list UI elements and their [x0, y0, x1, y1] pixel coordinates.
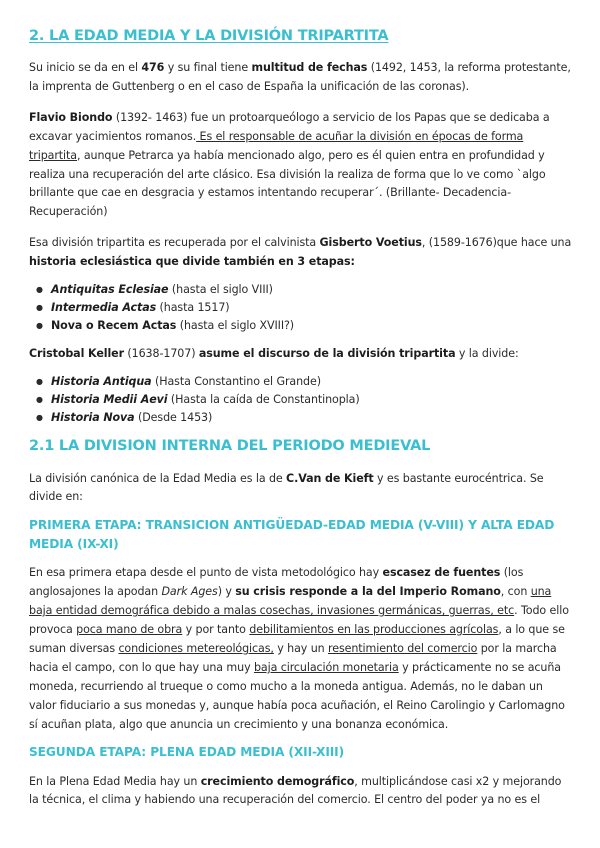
bold-text: su crisis responde a la del Imperio Romano — [235, 585, 501, 599]
heading-edad-media: 2. LA EDAD MEDIA Y LA DIVISIÓN TRIPARTITA — [29, 28, 389, 44]
list-item — [51, 317, 572, 335]
text: Su inicio se da en el — [29, 61, 142, 74]
text: (1492, 1453, la reforma protestante, la imprenta de Guttenberg o en el caso de España la unificación de las coronas). — [29, 61, 571, 93]
text: por la marcha hacia el campo, con lo que hay una muy — [29, 641, 557, 674]
list-item — [51, 373, 572, 391]
list-item — [51, 409, 572, 427]
text: (los anglosajones la apodan — [29, 566, 524, 599]
text: (Hasta la caída de Constantinopla) — [167, 393, 360, 407]
italic-text: Dark Ages — [161, 585, 218, 599]
text: , multiplicándose casi x2 y mejorando la técnica, el clima y habiendo una recuperación del comercio. El centro del poder ya no es el — [29, 774, 562, 807]
bold-italic-text: Historia Nova — [51, 411, 135, 425]
text: ) y — [217, 585, 236, 599]
bold-italic-text: Intermedia Actas — [51, 301, 157, 315]
heading-primera-etapa: PRIMERA ETAPA: TRANSICION ANTIGÜEDAD-EDAD MEDIA (V-VIII) Y ALTA EDAD MEDIA (IX-XI) — [29, 518, 555, 552]
heading-division-interna: 2.1 LA DIVISION INTERNA DEL PERIODO MEDIEVAL — [29, 437, 431, 454]
bold-italic-text: Antiquitas Eclesiae — [51, 283, 169, 297]
underlined-text: condiciones metereológicas, — [118, 641, 274, 655]
underlined-text: resentimiento del comercio — [328, 641, 478, 655]
bold-text: Cristobal Keller — [29, 347, 124, 361]
bold-text: Gisberto Voetius — [319, 236, 422, 250]
text: y prácticamente no se acuña moneda, recurriendo al trueque o como mucho a la moneda antigua. Además, no le daban un valor fiduciario a sus monedas y, aunque había poca acuñación, el Reino Carolingio y Carlomagno sí acuñan plata, algo que anuncia un crecimiento y una bonanza económica. — [29, 660, 565, 731]
text: (hasta el siglo XVIII?) — [176, 319, 295, 333]
list-voetius-etapas — [29, 281, 572, 335]
heading-segunda-etapa: SEGUNDA ETAPA: PLENA EDAD MEDIA (XII-XIII) — [29, 744, 345, 759]
text: , aunque Petrarca ya había mencionado algo, pero es él quien entra en profundidad y realiza una recuperación del arte clásico. Esa división la realiza de forma que lo ve como `algo brillante que cae en desgracia y estamos intentando recuperar´. (Brillante- Decadencia- Recuperación) — [29, 148, 546, 219]
underlined-text: baja circulación monetaria — [253, 660, 399, 674]
text: (1638-1707) — [123, 347, 199, 361]
bold-text: historia eclesiástica que divide también en 3 etapas: — [29, 255, 355, 269]
text: , con — [500, 585, 531, 599]
text: y por tanto — [182, 623, 250, 637]
bold-text: Flavio Biondo — [29, 110, 113, 124]
bold-italic-text: Historia Antiqua — [51, 375, 152, 389]
text: La división canónica de la Edad Media es la de — [29, 471, 287, 485]
bold-text: escasez de fuentes — [382, 566, 501, 580]
bold-text: multitud de fechas — [251, 61, 368, 74]
list-keller-etapas — [29, 373, 572, 427]
underlined-text: Es el responsable de acuñar la división en épocas de forma tripartita — [29, 129, 524, 162]
list-item — [51, 299, 572, 317]
paragraph-keller — [29, 345, 572, 364]
text: (hasta el siglo VIII) — [168, 283, 273, 297]
bold-text: 476 — [141, 61, 165, 74]
text: y es bastante eurocéntrica. Se divide en: — [29, 471, 544, 504]
text: . Todo ello provoca — [29, 604, 569, 637]
text: , a lo que se suman diversas — [29, 623, 565, 655]
text: Esa división tripartita es recuperada por el calvinista — [29, 236, 320, 250]
text: (1392- 1463) fue un protoarqueólogo a servicio de los Papas que se dedicaba a excavar yacimientos romanos. — [29, 110, 550, 143]
paragraph-primera-etapa — [29, 564, 572, 734]
text: En esa primera etapa desde el punto de vista metodológico hay — [29, 566, 383, 580]
bold-italic-text: Historia Medii Aevi — [51, 393, 168, 407]
list-item — [51, 391, 572, 409]
paragraph-flavio-biondo — [29, 109, 572, 222]
list-item — [51, 281, 572, 299]
paragraph-van-de-kieft — [29, 470, 572, 508]
text: En la Plena Edad Media hay un — [29, 774, 201, 788]
text: (Hasta Constantino el Grande) — [151, 375, 321, 389]
text: (Desde 1453) — [134, 411, 213, 425]
underlined-text: poca mano de obra — [76, 623, 183, 637]
text: , (1589-1676)que hace una — [421, 236, 572, 250]
paragraph-voetius — [29, 234, 572, 272]
paragraph-inicio — [29, 59, 572, 97]
underlined-text: una baja entidad demográfica debido a malas cosechas, invasiones germánicas, guerras, etc — [29, 585, 552, 618]
bold-text: crecimiento demográfico — [200, 774, 355, 788]
text: y la divide: — [455, 347, 519, 361]
text: (hasta 1517) — [156, 301, 230, 315]
paragraph-segunda-etapa — [29, 773, 572, 811]
underlined-text: debilitamientos en las producciones agrícolas — [249, 623, 499, 637]
text: y su final tiene — [164, 61, 252, 74]
text: y hay un — [273, 641, 328, 655]
bold-text: asume el discurso de la división tripartita — [198, 347, 456, 361]
bold-text: Nova o Recem Actas — [51, 319, 177, 333]
bold-text: C.Van de Kieft — [286, 471, 374, 485]
